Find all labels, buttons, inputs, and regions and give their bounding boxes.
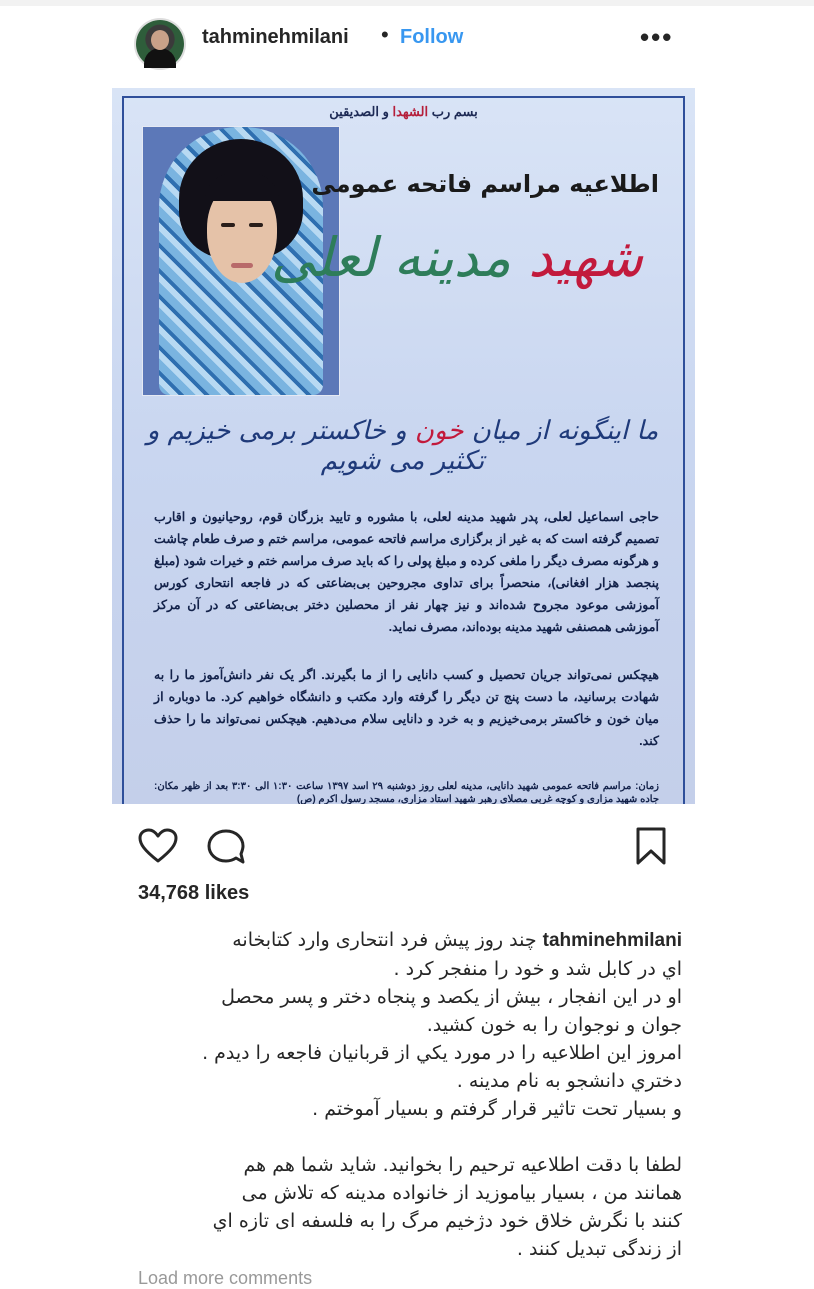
- notice-slogan: ما اینگونه از میان خون و خاکستر برمی خیزیم و تکثیر می شویم: [146, 416, 659, 476]
- heart-icon[interactable]: [138, 828, 178, 864]
- notice-paragraph-3: زمان: مراسم فاتحه عمومی شهید دانایی، مدینه لعلی روز دوشنبه ۲۹ اسد ۱۳۹۷ ساعت ۱:۳۰ الی ۳:۳۰ بعد از ظهر مکان: جاده شهید مزاری و کوچه غربی مصلای رهبر شهید استاد مزاری، مسجد رسول اکرم (ص): [154, 781, 660, 804]
- bookmark-icon[interactable]: [634, 826, 668, 866]
- caption-line-4: جوان و نوجوان را به خون کشید.: [426, 1014, 682, 1036]
- separator-dot: •: [381, 22, 389, 47]
- top-divider: [0, 0, 814, 6]
- martyr-name: شهید مدینه لعلی: [270, 226, 643, 289]
- comment-icon[interactable]: [206, 828, 246, 866]
- post-actions: [0, 818, 814, 874]
- username-link[interactable]: tahminehmilani: [202, 26, 349, 48]
- bismillah-line: بسم رب الشهدا و الصدیقین: [329, 104, 478, 119]
- likes-count[interactable]: 34,768 likes: [138, 882, 250, 904]
- more-options-icon[interactable]: •••: [640, 22, 674, 52]
- caption-username[interactable]: tahminehmilani: [542, 930, 682, 951]
- notice-title: اطلاعیه مراسم فاتحه عمومی: [311, 170, 659, 198]
- caption-line-5: امروز این اطلاعیه را در مورد یکي از قربانیان فاجعه را دیدم .: [202, 1042, 682, 1064]
- caption-line-10: کنند با نگرش خلاق خود دژخیم مرگ را به فلسفه ای تازه اي: [212, 1210, 682, 1232]
- caption-line-3: او در این انفجار ، بیش از یکصد و پنجاه دختر و پسر محصل: [221, 986, 682, 1008]
- caption-line-1: tahminehmilani چند روز پیش فرد انتحاری وارد کتابخانه: [232, 929, 682, 951]
- caption-line-8: لطفا با دقت اطلاعیه ترحیم را بخوانید. شاید شما هم هم: [243, 1154, 682, 1176]
- post-caption: [134, 926, 682, 1263]
- notice-paragraph-2: هیچکس نمی‌تواند جریان تحصیل و کسب دانایی را از ما بگیرند. اگر یک نفر دانش‌آموز ما را به شهادت برسانید، ما دست پنج تن دیگر را گرفته وارد مکتب و دانشگاه خواهیم کرد. ما دوباره از میان خون و خاکستر برمی‌خیزیم و به خرد و دانایی سلام می‌دهیم. هیچکس نمی‌تواند ما را حذف کند.: [154, 668, 659, 748]
- notice-paragraph-1: حاجی اسماعیل لعلی، پدر شهید مدینه لعلی، با مشوره و تایید بزرگان قوم، روحیانیون و اقارب تصمیم گرفته است که به غیر از برگزاری مراسم فاتحه عمومی، مراسم ختم و صرف طعام چاشت و هرگونه مصرف دیگر را ملغی کرده و مبلغ پولی را که باید صرف مراسم ختم و خیرات شود (مبلغ پنجصد هزار افغانی)، منحصراً برای تداوی مجروحین بی‌بضاعتی که در فاجعه انتحاری کورس آموزشی موعود مجروح شده‌اند و نیز چهار نفر از محصلین دختر بی‌بضاعتی که در آن مرکز آموزشی همصنفی شهید مدینه بوده‌اند، مصرف نماید.: [154, 510, 659, 634]
- caption-line-11: از زندگی تبدیل کنند .: [516, 1238, 682, 1260]
- notice-frame: [122, 96, 685, 804]
- caption-line-6: دختري دانشجو به نام مدینه .: [456, 1070, 682, 1092]
- caption-line-9: همانند من ، بسیار بیاموزید از خانواده مدینه که تلاش می: [241, 1182, 682, 1204]
- post-header: [0, 8, 814, 66]
- caption-line-2: اي در کابل شد و خود را منفجر کرد .: [393, 958, 682, 980]
- load-more-comments-link[interactable]: Load more comments: [138, 1268, 313, 1288]
- caption-line-7: و بسیار تحت تاثیر قرار گرفتم و بسیار آموختم .: [312, 1098, 682, 1120]
- avatar[interactable]: [136, 20, 184, 68]
- follow-button[interactable]: Follow: [400, 26, 464, 48]
- caption-spacer: [134, 1123, 682, 1151]
- post-image[interactable]: [112, 88, 695, 804]
